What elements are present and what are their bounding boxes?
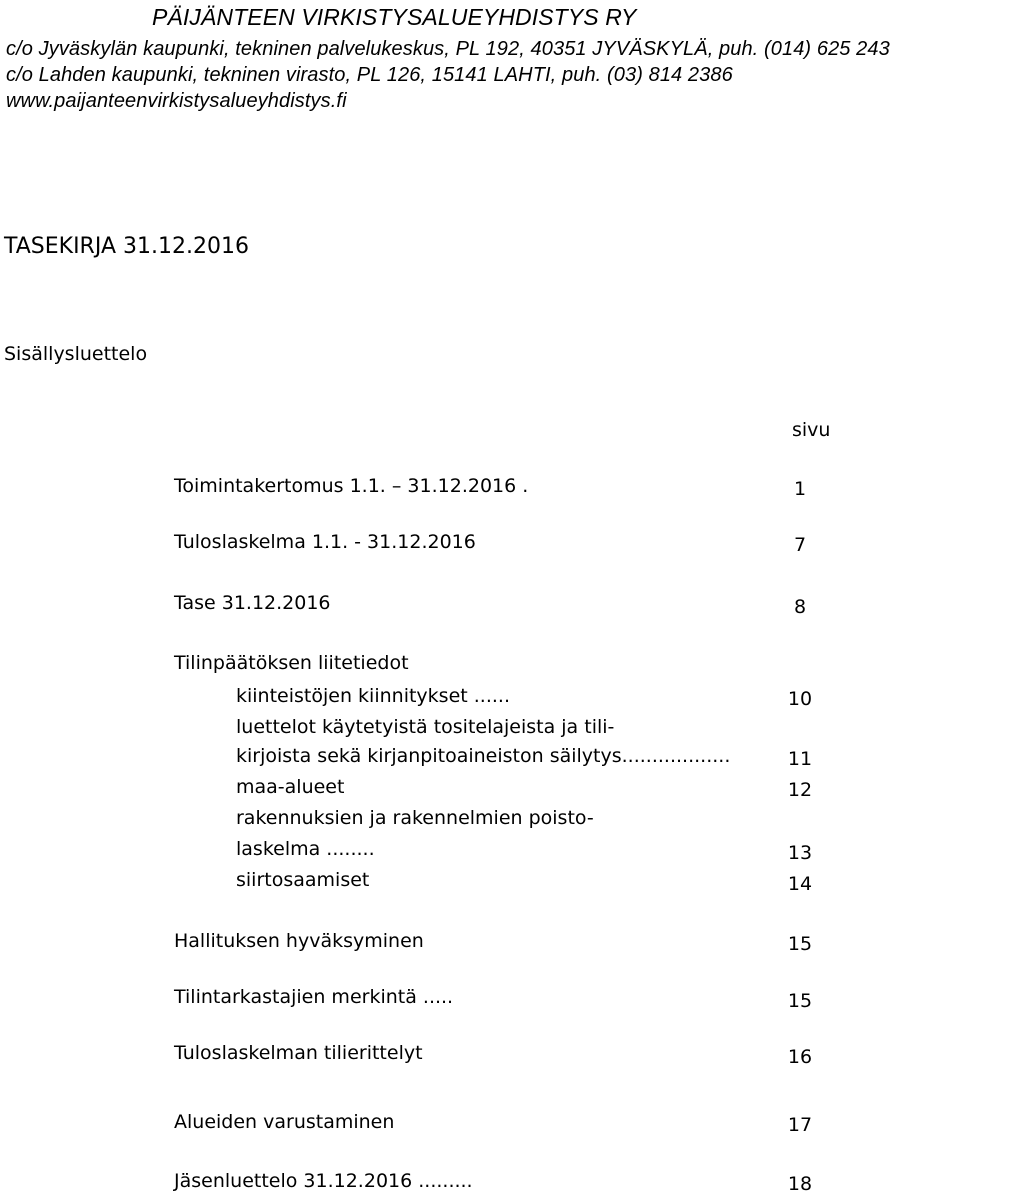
toc-item-page: 1 xyxy=(793,478,807,500)
toc-item-page: 10 xyxy=(787,688,813,710)
toc-item-text: kirjoista sekä kirjanpitoaineiston säilytys.................. xyxy=(236,745,731,767)
toc-item-page: 12 xyxy=(787,779,813,801)
organization-name: PÄIJÄNTEEN VIRKISTYSALUEYHDISTYS RY xyxy=(152,4,637,30)
toc-item-text: maa-alueet xyxy=(236,776,345,798)
website: www.paijanteenvirkistysalueyhdistys.fi xyxy=(6,90,347,112)
toc-item-text: rakennuksien ja rakennelmien poisto- xyxy=(236,807,594,829)
toc-item-text: siirtosaamiset xyxy=(236,869,370,891)
toc-item-text: kiinteistöjen kiinnitykset ...... xyxy=(236,685,510,707)
toc-item-text: laskelma ........ xyxy=(236,838,375,860)
toc-item-page: 14 xyxy=(787,873,813,895)
toc-item-page: 18 xyxy=(787,1173,813,1195)
address-jyvaskyla: c/o Jyväskylän kaupunki, tekninen palvelukeskus, PL 192, 40351 JYVÄSKYLÄ, puh. (014) 625 243 xyxy=(6,38,890,60)
toc-item-page: 15 xyxy=(787,933,813,955)
toc-item-text: Alueiden varustaminen xyxy=(174,1111,395,1133)
toc-item-page: 11 xyxy=(787,748,813,770)
toc-item-text: Hallituksen hyväksyminen xyxy=(174,930,424,952)
contents-heading: Sisällysluettelo xyxy=(4,343,148,365)
toc-item-text: Tilintarkastajien merkintä ..... xyxy=(174,986,454,1008)
toc-item-text: Tuloslaskelman tilierittelyt xyxy=(174,1042,423,1064)
toc-item-page: 7 xyxy=(793,534,807,556)
toc-item-text: luettelot käytetyistä tositelajeista ja tili- xyxy=(236,716,615,738)
toc-item-text: Jäsenluettelo 31.12.2016 ......... xyxy=(174,1170,473,1192)
toc-item-page: 16 xyxy=(787,1046,813,1068)
document-title: TASEKIRJA 31.12.2016 xyxy=(4,234,249,259)
address-lahti: c/o Lahden kaupunki, tekninen virasto, PL 126, 15141 LAHTI, puh. (03) 814 2386 xyxy=(6,64,733,86)
toc-item-page: 13 xyxy=(787,842,813,864)
toc-item-page: 8 xyxy=(793,596,807,618)
toc-item-page: 15 xyxy=(787,990,813,1012)
toc-item-text: Toimintakertomus 1.1. – 31.12.2016 . xyxy=(174,475,529,497)
toc-item-text: Tase 31.12.2016 xyxy=(174,592,331,614)
toc-item-page: 17 xyxy=(787,1114,813,1136)
page-column-label: sivu xyxy=(792,419,831,441)
toc-item-text: Tuloslaskelma 1.1. - 31.12.2016 xyxy=(174,531,476,553)
toc-item-text: Tilinpäätöksen liitetiedot xyxy=(174,652,409,674)
